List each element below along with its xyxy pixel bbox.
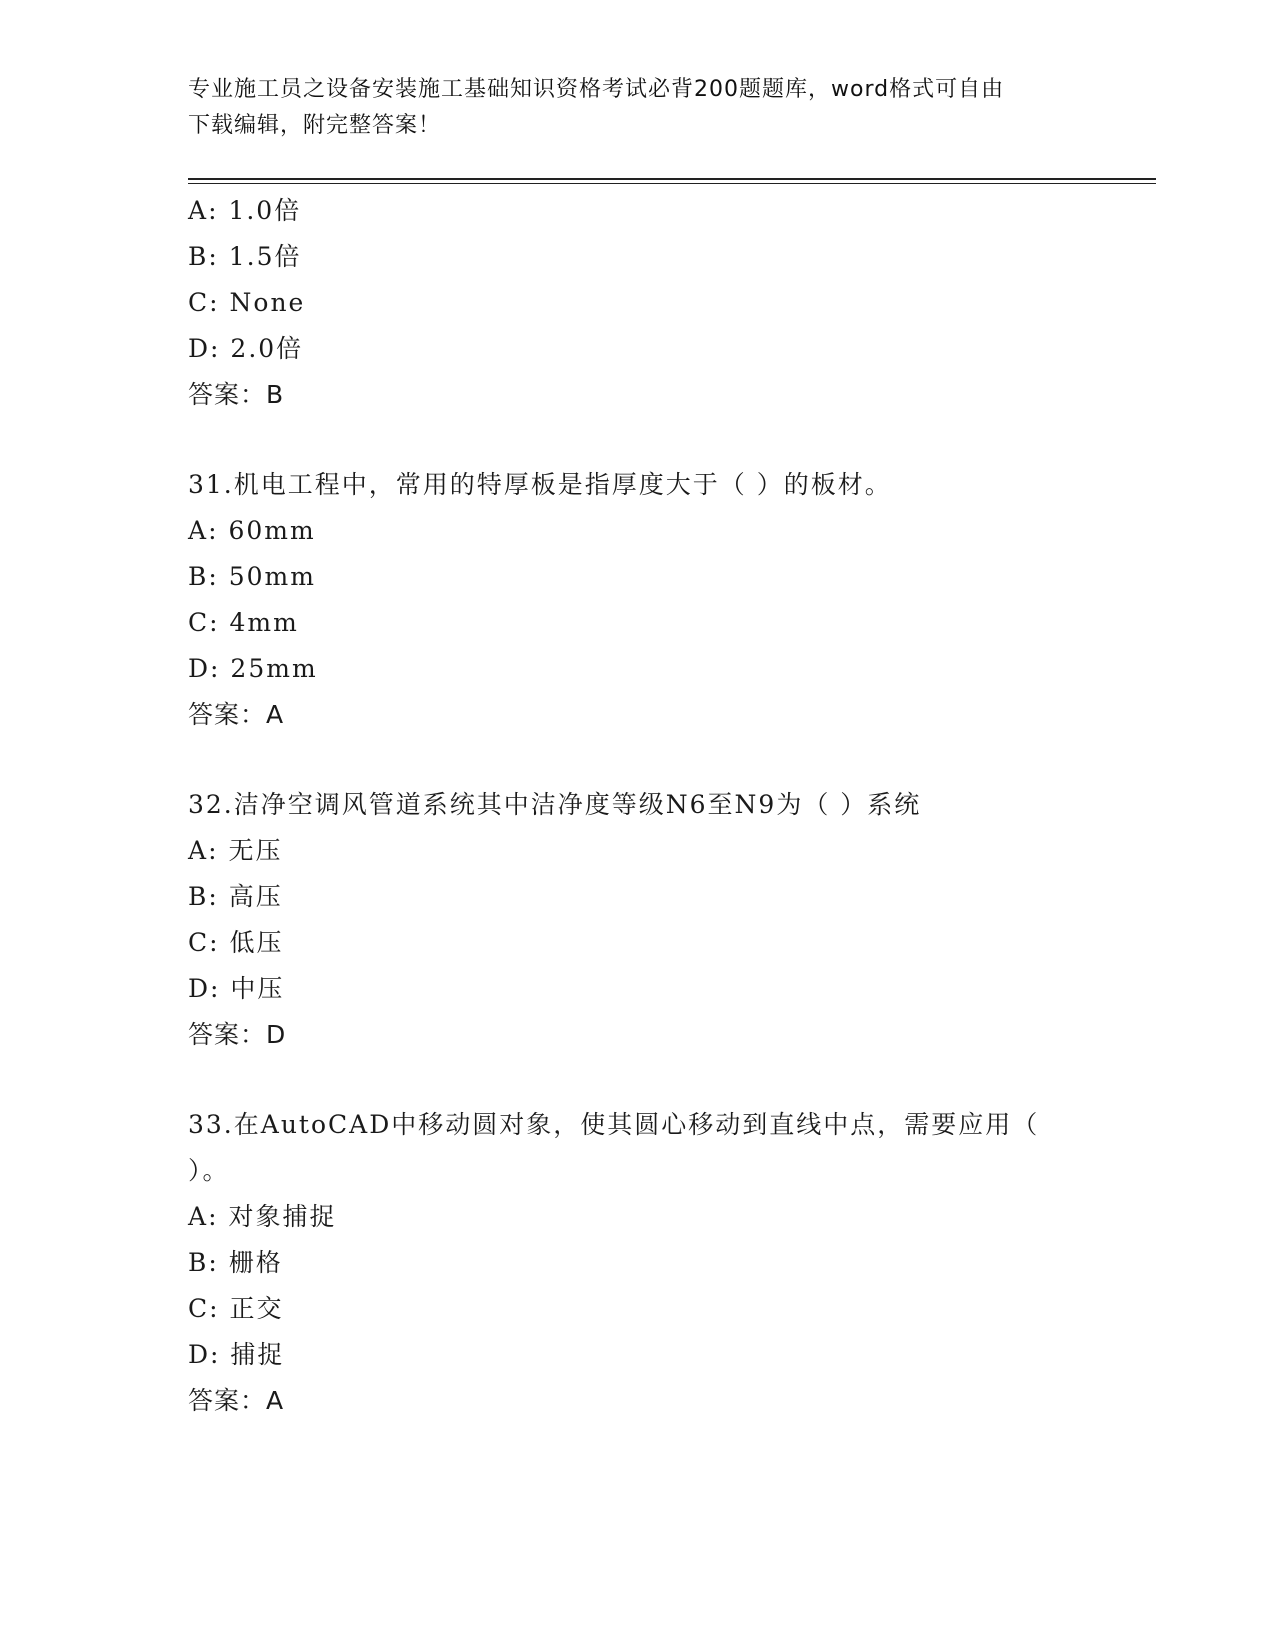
option-b: B: 高压: [188, 882, 283, 911]
question-block-31: [188, 462, 1128, 738]
answer-line: 答案：A: [188, 1386, 285, 1415]
document-header: [188, 72, 1088, 144]
header-line-1: 专业施工员之设备安装施工基础知识资格考试必背200题题库，word格式可自由: [188, 77, 1005, 102]
question-stem-line-1: 33.在AutoCAD中移动圆对象，使其圆心移动到直线中点，需要应用（: [188, 1110, 1040, 1139]
option-b: B: 50mm: [188, 562, 316, 591]
option-c: C: 正交: [188, 1294, 284, 1323]
question-block-33: [188, 1102, 1128, 1424]
question-block-32: [188, 782, 1128, 1058]
option-c: C: 4mm: [188, 608, 299, 637]
option-c: C: None: [188, 288, 306, 317]
question-block-prev: [188, 188, 1128, 418]
header-line-2: 下载编辑，附完整答案！: [188, 113, 442, 138]
option-a: A: 1.0倍: [188, 196, 302, 225]
option-d: D: 2.0倍: [188, 334, 304, 363]
option-d: D: 25mm: [188, 654, 318, 683]
option-a: A: 无压: [188, 836, 283, 865]
question-stem: 32.洁净空调风管道系统其中洁净度等级N6至N9为（ ）系统: [188, 790, 922, 819]
answer-line: 答案：B: [188, 380, 285, 409]
answer-line: 答案：D: [188, 1020, 287, 1049]
question-list: [188, 188, 1128, 1424]
option-b: B: 栅格: [188, 1248, 283, 1277]
header-divider-bottom: [188, 183, 1156, 184]
option-a: A: 对象捕捉: [188, 1202, 337, 1231]
option-d: D: 捕捉: [188, 1340, 285, 1369]
option-a: A: 60mm: [188, 516, 316, 545]
option-c: C: 低压: [188, 928, 284, 957]
option-d: D: 中压: [188, 974, 285, 1003]
answer-line: 答案：A: [188, 700, 285, 729]
question-stem-line-2: ）。: [188, 1156, 230, 1185]
header-divider-top: [188, 178, 1156, 180]
question-stem: 31.机电工程中，常用的特厚板是指厚度大于（ ）的板材。: [188, 470, 892, 499]
option-b: B: 1.5倍: [188, 242, 302, 271]
